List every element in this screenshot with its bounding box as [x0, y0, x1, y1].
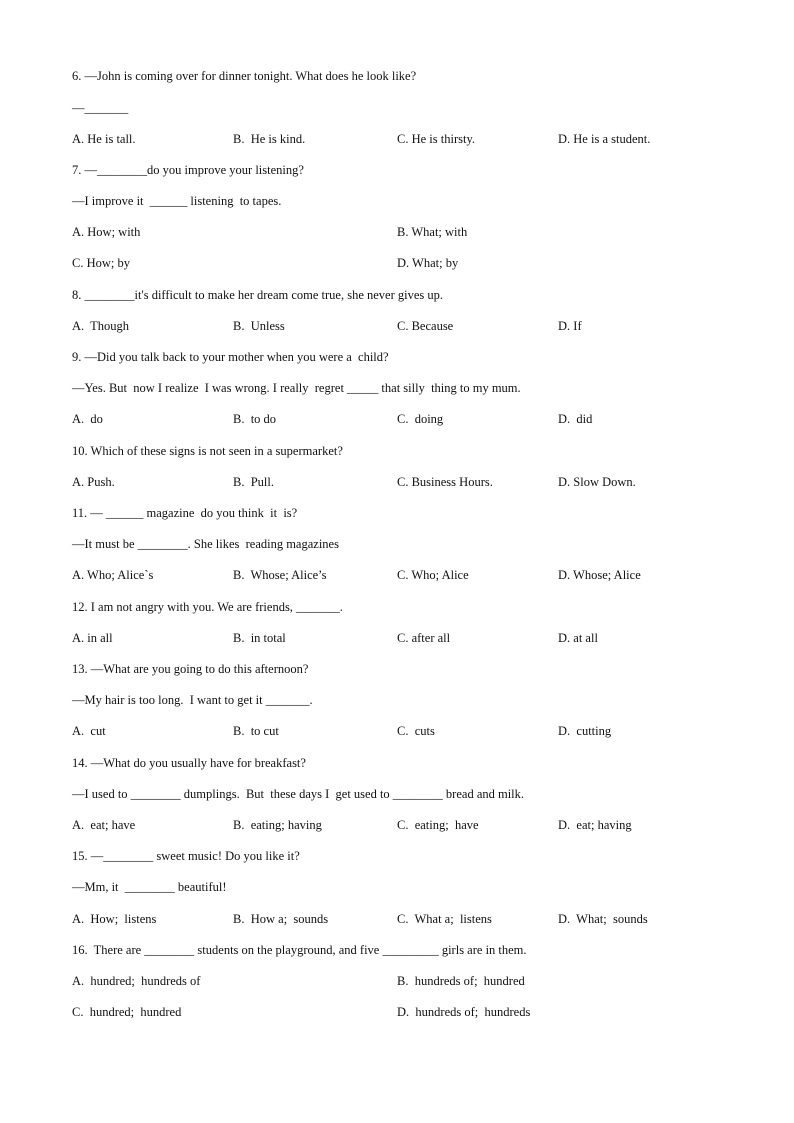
- question-7-option-a: A. How; with: [72, 225, 141, 239]
- question-13-option-d: D. cutting: [558, 724, 612, 738]
- question-15-answer-line: —Mm, it ________ beautiful!: [72, 880, 227, 894]
- question-14-option-d: D. eat; having: [558, 818, 632, 832]
- question-15-option-d: D. What; sounds: [558, 912, 648, 926]
- question-13-option-c: C. cuts: [397, 724, 435, 738]
- question-10-option-a: A. Push.: [72, 475, 115, 489]
- question-11-option-b: B. Whose; Alice’s: [233, 568, 327, 582]
- question-7-option-d: D. What; by: [397, 256, 459, 270]
- question-16-option-d: D. hundreds of; hundreds: [397, 1005, 531, 1019]
- question-9-option-c: C. doing: [397, 412, 444, 426]
- question-9-stem: 9. —Did you talk back to your mother when you were a child?: [72, 350, 389, 364]
- question-6-stem: 6. —John is coming over for dinner tonight. What does he look like?: [72, 69, 417, 83]
- question-12-option-d: D. at all: [558, 631, 598, 645]
- question-9-answer-line: —Yes. But now I realize I was wrong. I really regret _____ that silly thing to my mum.: [72, 381, 521, 395]
- question-8-option-d: D. If: [558, 319, 582, 333]
- question-11-option-a: A. Who; Alice`s: [72, 568, 154, 582]
- question-14-option-c: C. eating; have: [397, 818, 479, 832]
- question-6-answer-line: —_______: [72, 101, 129, 115]
- question-15-option-a: A. How; listens: [72, 912, 157, 926]
- question-6-option-d: D. He is a student.: [558, 132, 651, 146]
- question-8-stem: 8. ________it's difficult to make her dream come true, she never gives up.: [72, 288, 444, 302]
- question-15-stem: 15. —________ sweet music! Do you like it?: [72, 849, 300, 863]
- question-7-stem: 7. —________do you improve your listening?: [72, 163, 304, 177]
- question-16-option-b: B. hundreds of; hundred: [397, 974, 525, 988]
- question-10-option-b: B. Pull.: [233, 475, 274, 489]
- question-16-option-c: C. hundred; hundred: [72, 1005, 182, 1019]
- question-13-option-a: A. cut: [72, 724, 106, 738]
- question-14-answer-line: —I used to ________ dumplings. But these days I get used to ________ bread and milk.: [72, 787, 525, 801]
- question-10-option-d: D. Slow Down.: [558, 475, 636, 489]
- question-6-option-b: B. He is kind.: [233, 132, 306, 146]
- question-12-option-c: C. after all: [397, 631, 451, 645]
- question-15-option-b: B. How a; sounds: [233, 912, 329, 926]
- question-12-stem: 12. I am not angry with you. We are friends, _______.: [72, 600, 343, 614]
- question-13-answer-line: —My hair is too long. I want to get it _______.: [72, 693, 313, 707]
- question-11-answer-line: —It must be ________. She likes reading magazines: [72, 537, 339, 551]
- question-9-option-d: D. did: [558, 412, 593, 426]
- question-8-option-c: C. Because: [397, 319, 454, 333]
- question-10-option-c: C. Business Hours.: [397, 475, 493, 489]
- question-8-option-a: A. Though: [72, 319, 130, 333]
- question-13-option-b: B. to cut: [233, 724, 279, 738]
- question-10-stem: 10. Which of these signs is not seen in a supermarket?: [72, 444, 343, 458]
- question-9-option-a: A. do: [72, 412, 103, 426]
- question-12-option-a: A. in all: [72, 631, 113, 645]
- question-11-option-d: D. Whose; Alice: [558, 568, 641, 582]
- question-12-option-b: B. in total: [233, 631, 286, 645]
- question-7-option-b: B. What; with: [397, 225, 468, 239]
- question-14-option-b: B. eating; having: [233, 818, 322, 832]
- question-6-option-a: A. He is tall.: [72, 132, 136, 146]
- question-6-option-c: C. He is thirsty.: [397, 132, 476, 146]
- question-7-option-c: C. How; by: [72, 256, 130, 270]
- question-13-stem: 13. —What are you going to do this afternoon?: [72, 662, 309, 676]
- question-11-option-c: C. Who; Alice: [397, 568, 469, 582]
- question-7-answer-line: —I improve it ______ listening to tapes.: [72, 194, 282, 208]
- question-16-stem: 16. There are ________ students on the playground, and five _________ girls are in them.: [72, 943, 527, 957]
- question-14-stem: 14. —What do you usually have for breakfast?: [72, 756, 306, 770]
- question-16-option-a: A. hundred; hundreds of: [72, 974, 201, 988]
- question-8-option-b: B. Unless: [233, 319, 285, 333]
- question-11-stem: 11. — ______ magazine do you think it is?: [72, 506, 298, 520]
- question-15-option-c: C. What a; listens: [397, 912, 492, 926]
- question-9-option-b: B. to do: [233, 412, 277, 426]
- question-14-option-a: A. eat; have: [72, 818, 136, 832]
